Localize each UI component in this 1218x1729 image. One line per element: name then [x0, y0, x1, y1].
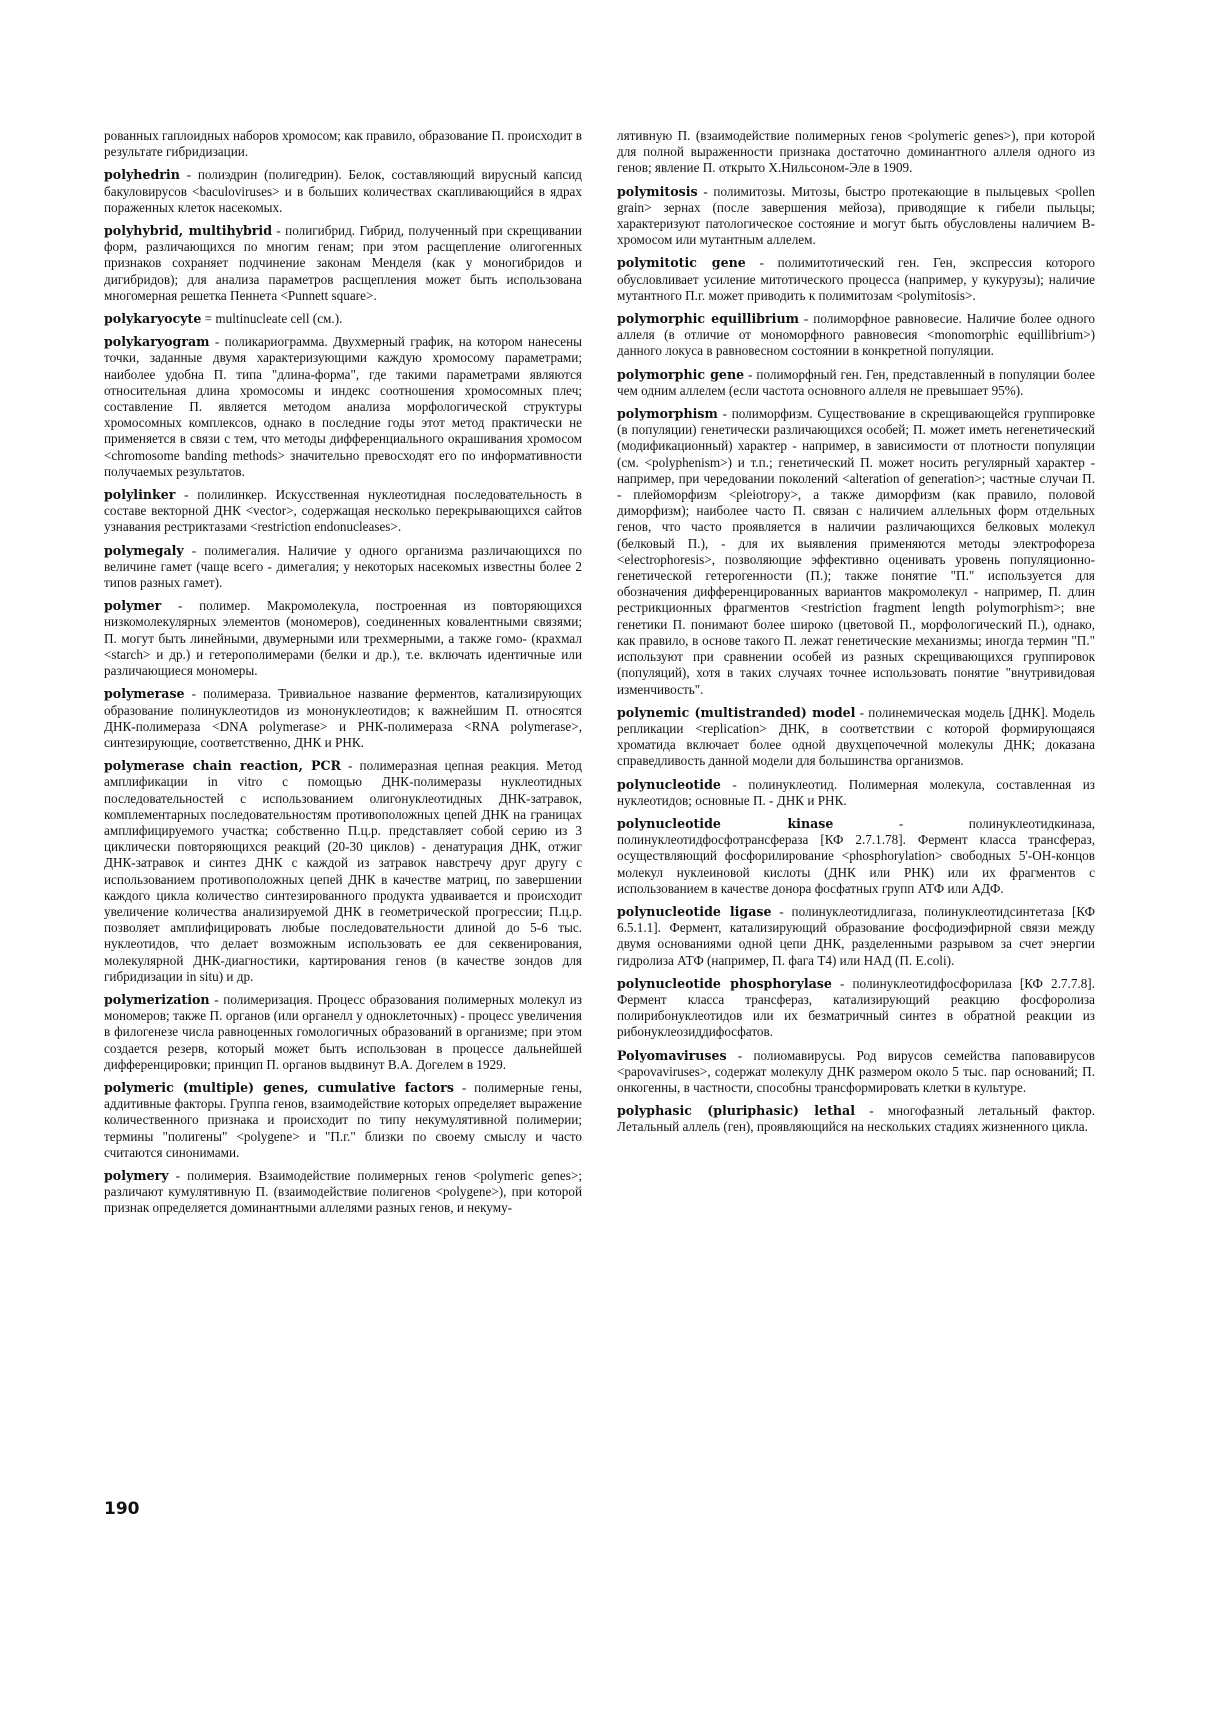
entry-term: polymery — [104, 1167, 169, 1183]
dictionary-entry-polylinker — [104, 487, 582, 536]
dictionary-entry-polyomaviruses — [617, 1048, 1095, 1097]
entry-term: polymorphic equillibrium — [617, 311, 799, 327]
entry-definition: - полимеразная цепная реакция. Метод амплификации in vitro с помощью ДНК-полимеразы нуклеотидных последовательностей с использованием олигонуклеотидных ДНК-затравок, комплементарных последовательностям противоположных цепей ДНК на границах амплифицируемого участка; собственно П.ц.р. представляет собой серию из 3 циклически повторяющихся реакций (20-30 циклов) - денатурация ДНК, отжиг ДНК-затравок и синтез ДНК с каждой из затравок навстречу друг другу с использованием противоположных цепей ДНК в качестве матриц, по завершении каждого цикла количество синтезированного продукта удваивается и происходит увеличение количества анализируемой ДНК в геометрической прогрессии; П.ц.р. позволяет амплифицировать любые последовательности длиной до 5-6 тыс. нуклеотидов, что делает возможным использовать ее для секвенирования, молекулярной ДНК-диагностики, картирования генов (в качестве зондов для гибридизации in situ) и др. — [104, 758, 582, 984]
entry-term: polyphasic (pluriphasic) lethal — [617, 1103, 855, 1119]
entry-definition: - полиморфное равновесие. Наличие более одного аллеля (в отличие от мономорфного равновесия <monomorphic equillibrium>) данного локуса в равновесном состоянии в конкретной популяции. — [617, 311, 1095, 359]
entry-definition: - полимегалия. Наличие у одного организма различающихся по величине гамет (чаще всего - димегалия; у некоторых насекомых известны более 2 типов разных гамет). — [104, 542, 582, 591]
entry-definition: - полимеризация. Процесс образования полимерных молекул из мономеров; также П. органов (или органелл у одноклеточных) - процесс увеличения в филогенезе числа равноценных гомологичных образований в организме; при этом создается резерв, который может быть использован в процессе дальнейшей дифференцировки; принцип П. органов выдвинут В.А. Догелем в 1929. — [104, 991, 582, 1072]
entry-term: polymer — [104, 598, 162, 614]
entry-term: polyhedrin — [104, 167, 180, 183]
entry-term: polymitosis — [617, 183, 698, 199]
entry-term: polymerization — [104, 991, 210, 1007]
entry-term: polykaryocyte — [104, 311, 202, 327]
entry-definition: - полимитотический ген. Ген, экспрессия которого обусловливает усиление митотического процесса (например, у кукурузы); наличие мутантного П.г. может приводить к полимитозам <polymitosis>. — [617, 255, 1095, 303]
dictionary-entry-polymeric-multiple-genes-cumulative-factors — [104, 1080, 582, 1161]
entry-definition: рованных гаплоидных наборов хромосом; как правило, образование П. происходит в результате гибридизации. — [104, 128, 582, 160]
entry-definition: - полигибрид. Гибрид, полученный при скрещивании форм, различающихся по многим генам; при этом расщепление олигогенных признаков сохраняет подчинение законам Менделя (как у моногибридов и дигибридов); для анализа параметров расщепления может быть использована многомерная решетка Пеннета <Punnett square>. — [104, 223, 582, 303]
entry-term: polymerase — [104, 686, 185, 702]
entry-term: polynemic (multistranded) model — [617, 704, 856, 720]
dictionary-entry-polymerase — [104, 686, 582, 751]
entry-term: Polyomaviruses — [617, 1047, 727, 1063]
entry-definition: - полиэдрин (полигедрин). Белок, составляющий вирусный капсид бакуловирусов <baculoviruses> и в больших количествах скапливающийся в ядрах пораженных клеток насекомых. — [104, 167, 582, 215]
entry-definition: - полимерия. Взаимодействие полимерных генов <polymeric genes>; различают кумулятивную П. (взаимодействие полигенов <polygene>), при которой признак определяется доминантными аллелями разных генов, и некуму- — [104, 1167, 582, 1216]
dictionary-entry-polymerization — [104, 992, 582, 1073]
entry-term: polymorphic gene — [617, 366, 745, 382]
entry-definition: - полимитозы. Митозы, быстро протекающие в пыльцевых <pollen grain> зернах (после завершения мейоза), приводящие к гибели пыльцы; характеризуют патологическое состояние и могут быть обусловлены наличием В-хромосом или мутантным аллелем. — [617, 183, 1095, 248]
left-column — [104, 128, 582, 1224]
dictionary-entry-polymegaly — [104, 543, 582, 592]
entry-term: polymeric (multiple) genes, cumulative factors — [104, 1079, 454, 1095]
page-number: 190 — [104, 1499, 140, 1519]
entry-term: polynucleotide ligase — [617, 903, 772, 919]
dictionary-entry-polymorphism — [617, 406, 1095, 698]
dictionary-entry-polymer — [104, 598, 582, 679]
entry-definition: = multinucleate cell (см.). — [201, 311, 343, 327]
dictionary-entry-polynucleotide — [617, 777, 1095, 809]
entry-term: polynucleotide kinase — [617, 815, 834, 831]
dictionary-entry-polyphasic-pluriphasic-lethal — [617, 1103, 1095, 1135]
dictionary-entry-continuation — [617, 128, 1095, 177]
entry-definition: - полиморфный ген. Ген, представленный в популяции более чем одним аллелем (если частота основного аллеля не превышает 95%). — [617, 366, 1095, 398]
dictionary-entry-polykaryocyte — [104, 311, 582, 327]
entry-definition: - полинуклеотид. Полимерная молекула, составленная из нуклеотидов; основные П. - ДНК и РНК. — [617, 776, 1095, 808]
entry-definition: - полинуклеотидкиназа, полинуклеотидфосфотрансфераза [КФ 2.7.1.78]. Фермент класса трансфераз, осуществляющий фосфорилирование <phosphorylation> свободных 5'-ОН-концов молекул нуклеиновой кислоты (ДНК или РНК) или их фрагментов с использованием в качестве донора фосфатных групп АТФ или АДФ. — [617, 815, 1096, 896]
dictionary-entry-polymorphic-gene — [617, 367, 1095, 399]
dictionary-entry-continuation — [104, 128, 582, 160]
entry-term: polynucleotide — [617, 776, 721, 792]
dictionary-entry-polykaryogram — [104, 334, 582, 480]
dictionary-entry-polyhybrid-multihybrid — [104, 223, 582, 304]
entry-term: polymerase chain reaction, PCR — [104, 758, 341, 774]
dictionary-entry-polymorphic-equillibrium — [617, 311, 1095, 360]
entry-term: polyhybrid, multihybrid — [104, 223, 273, 239]
dictionary-entry-polymitotic-gene — [617, 255, 1095, 304]
entry-term: polymorphism — [617, 406, 718, 422]
entry-definition: - полимер. Макромолекула, построенная из повторяющихся низкомолекулярных элементов (мономеров), соединенных ковалентными связями; П. могут быть линейными, двумерными или трехмерными, а также гомо- (крахмал <starch> и др.) и гетерополимерами (белки и др.), т.е. включать идентичные или различающиеся мономеры. — [104, 598, 582, 679]
entry-term: polynucleotide phosphorylase — [617, 975, 832, 991]
entry-definition: - полинуклеотидлигаза, полинуклеотидсинтетаза [КФ 6.5.1.1]. Фермент, катализирующий образование фосфодиэфирной связи между двумя основаниями одной цепи ДНК, разделенными разрывом за счет энергии гидролиза АТФ (например, П. фага Т4) или НАД (П. E.coli). — [617, 903, 1095, 968]
entry-definition: лятивную П. (взаимодействие полимерных генов <polymeric genes>), при которой для полной выраженности признака достаточно доминантного аллеля одного из генов; явление П. открыто Х.Нильсоном-Эле в 1909. — [617, 128, 1095, 176]
dictionary-entry-polymery — [104, 1168, 582, 1217]
entry-term: polykaryogram — [104, 334, 210, 350]
dictionary-entry-polynucleotide-ligase — [617, 904, 1095, 969]
entry-definition: - полимераза. Тривиальное название ферментов, катализирующих образование полинуклеотидов из мононуклеотидов; к важнейшим П. относятся ДНК-полимераза <DNA polymerase> и РНК-полимераза <RNA polymerase>, синтезирующие, соответственно, ДНК и РНК. — [104, 686, 582, 750]
entry-definition: - полинуклеотидфосфорилаза [КФ 2.7.7.8]. Фермент класса трансфераз, катализирующий реакцию фосфоролиза полирибонуклеотидов или их безматричный синтез в обратной реакции из рибонуклеозиддифосфатов. — [617, 975, 1095, 1040]
entry-definition: - полилинкер. Искусственная нуклеотидная последовательность в составе векторной ДНК <vector>, содержащая несколько перекрывающихся сайтов узнавания рестриктазами <restriction endonucleases>. — [104, 487, 582, 535]
dictionary-entry-polynucleotide-phosphorylase — [617, 976, 1095, 1041]
entry-definition: - полимерные гены, аддитивные факторы. Группа генов, взаимодействие которых определяет выражение количественного признака и происходит по типу некумулятивной полимерии; термины "полигены" <polygene> и "П.г." близки по своему смыслу и часто считаются синонимами. — [104, 1079, 583, 1160]
entry-definition: - многофазный летальный фактор. Летальный аллель (ген), проявляющийся на нескольких стадиях жизненного цикла. — [617, 1103, 1096, 1135]
dictionary-entry-polynucleotide-kinase — [617, 816, 1095, 897]
entry-term: polymitotic gene — [617, 255, 746, 271]
entry-definition: - поликариограмма. Двухмерный график, на котором нанесены точки, заданные двумя характеризующими каждую хромосому параметрами; наиболее удобна П. типа "длина-форма", где такими параметрами являются относительная длина хромосомы и индекс соотношения хромосомных плеч; составление П. является методом анализа морфологической структуры хромосомных комплексов, однако в последние годы этот метод практически не применяется в связи с тем, что методы дифференциального окрашивания хромосом <chromosome banding methods> значительно превосходят его по информативности получаемых результатов. — [104, 334, 582, 479]
dictionary-entry-polynemic-multistranded-model — [617, 705, 1095, 770]
entry-definition: - полиомавирусы. Род вирусов семейства паповавирусов <papovaviruses>, содержат молекулу ДНК размером около 5 тыс. пар оснований; П. онкогенны, в частности, способны трансформировать клетки в культуре. — [617, 1047, 1095, 1095]
dictionary-entry-polymitosis — [617, 184, 1095, 249]
entry-definition: - полинемическая модель [ДНК]. Модель репликации <replication> ДНК, в соответствии с которой формирующаяся хроматида включает более одной двухцепочечной молекулы ДНК; доказана справедливость данной модели для большинства организмов. — [617, 704, 1095, 769]
dictionary-entry-polymerase-chain-reaction-pcr — [104, 758, 582, 985]
entry-term: polylinker — [104, 487, 176, 503]
dictionary-entry-polyhedrin — [104, 167, 582, 216]
entry-term: polymegaly — [104, 542, 184, 558]
entry-definition: - полиморфизм. Существование в скрещивающейся группировке (в популяции) генетически различающихся особей; П. может иметь негенетический (модификационный) характер - например, в зависимости от плотности популяции (см. <polyphenism>) и т.п.; генетический П. может носить регулярный характер - например, при чередовании поколений <alteration of generation>; частные случаи П. - плейоморфизм <pleiotropy>, а также диморфизм (как правило, половой диморфизм); наиболее часто П. связан с наличием аллельных форм отдельных генов, что часто проявляется в наличии различающихся белковых молекул (белковый П.), - для их выявления применяются методы электрофореза <electrophoresis>, позволяющие эффективно оценивать уровень популяционно-генетической гетерогенности (П.); также понятие "П." используется для обозначения дифференцированных вариантов макромолекул - например, П. длин рестрикционных фрагментов <restriction fragment length polymorphism>; вне генетики П. понимают более широко (цветовой П., морфологический П.), однако, как правило, в основе такого П. лежат генетические механизмы; иногда термин "П." используют при сравнении особей из разных скрещивающихся группировок (популяций), хотя в таких случаях точнее использовать понятие "внутривидовая изменчивость". — [617, 406, 1095, 697]
right-column — [617, 128, 1095, 1143]
